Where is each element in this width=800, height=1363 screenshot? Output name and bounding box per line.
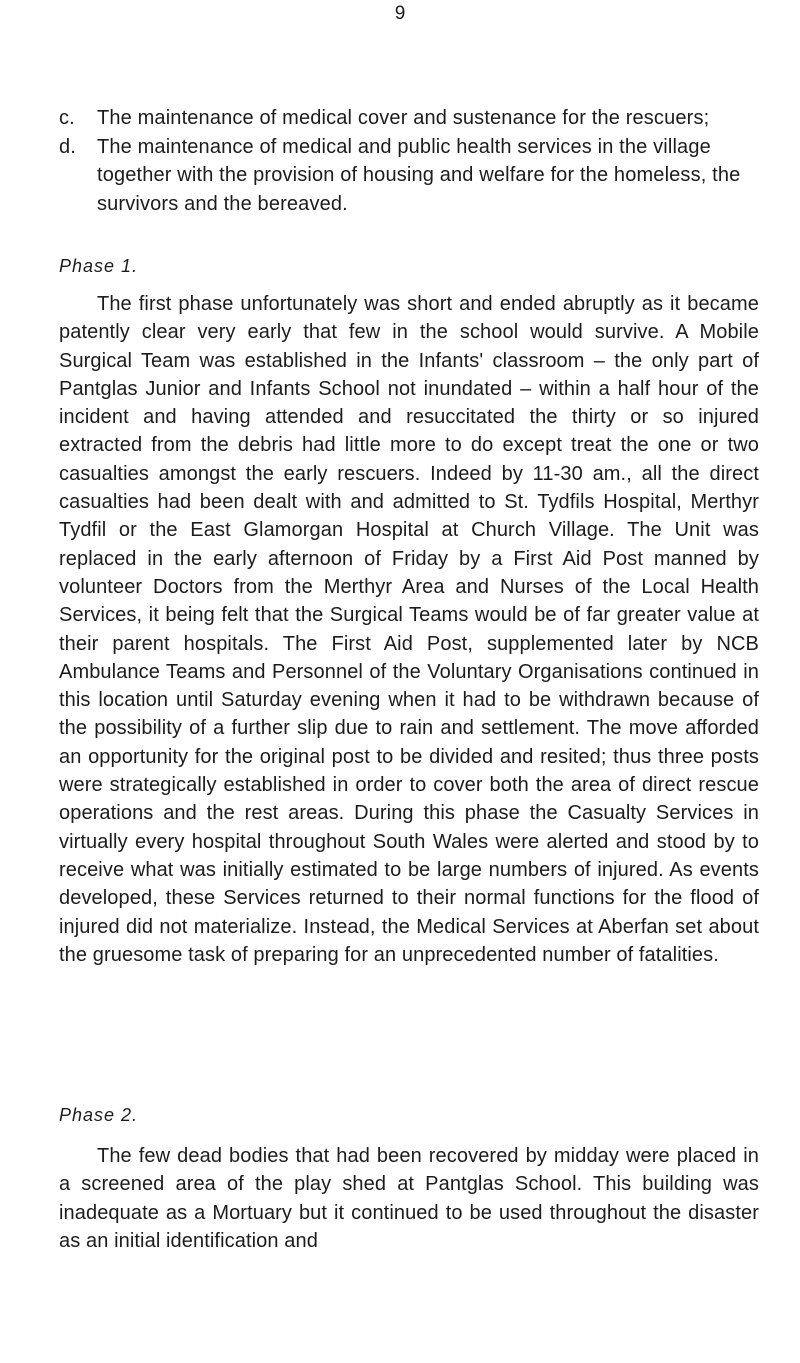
list-item-marker: c. (59, 107, 75, 129)
phase-2-paragraph: The few dead bodies that had been recovered by midday were placed in a screened area of the play shed at Pantglas School. This building was inadequate as a Mortuary but it continued to be used throughout the disaster as an initial identification and (59, 1145, 759, 1252)
list-item-text: The maintenance of medical and public health services in the village together with the provision of housing and welfare for the homeless, the survivors and the bereaved. (97, 135, 741, 215)
phase-1-paragraph: The first phase unfortunately was short and ended abruptly as it became patently clear very early that few in the school would survive. A Mobile Surgical Team was established in the Infants' classroom – the only part of Pantglas Junior and Infants School not inundated – within a half hour of the incident and having attended and resuccitated the thirty or so injured extracted from the debris had little more to do except treat the one or two casualties amongst the early rescuers. Indeed by 11-30 am., all the direct casualties had been dealt with and admitted to St. Tydfils Hospital, Merthyr Tydfil or the East Glamorgan Hospital at Church Village. The Unit was replaced in the early afternoon of Friday by a First Aid Post manned by volunteer Doctors from the Merthyr Area and Nurses of the Local Health Services, it being felt that the Surgical Teams would be of far greater value at their parent hospitals. The First Aid Post, supplemented later by NCB Ambulance Teams and Personnel of the Voluntary Organisations continued in this location until Saturday evening when it had to be withdrawn because of the possibility of a further slip due to rain and settlement. The move afforded an opportunity for the original post to be divided and resited; thus three posts were strategically established in order to cover both the area of direct rescue operations and the rest areas. During this phase the Casualty Services in virtually every hospital throughout South Wales were alerted and stood by to receive what was initially estimated to be large numbers of injured. As events developed, these Services returned to their normal functions for the flood of injured did not materialize. Instead, the Medical Services at Aberfan set about the gruesome task of preparing for an unprecedented number of fatalities. (59, 293, 759, 966)
page-number: 9 (394, 3, 406, 24)
list-item-marker: d. (59, 135, 76, 158)
phase-2-heading: Phase 2. (59, 1105, 139, 1125)
objectives-list (59, 104, 759, 218)
phase-1-heading: Phase 1. (59, 256, 139, 276)
list-item (59, 104, 759, 133)
list-item-text: The maintenance of medical cover and sustenance for the rescuers; (97, 107, 710, 129)
list-item (59, 133, 759, 219)
